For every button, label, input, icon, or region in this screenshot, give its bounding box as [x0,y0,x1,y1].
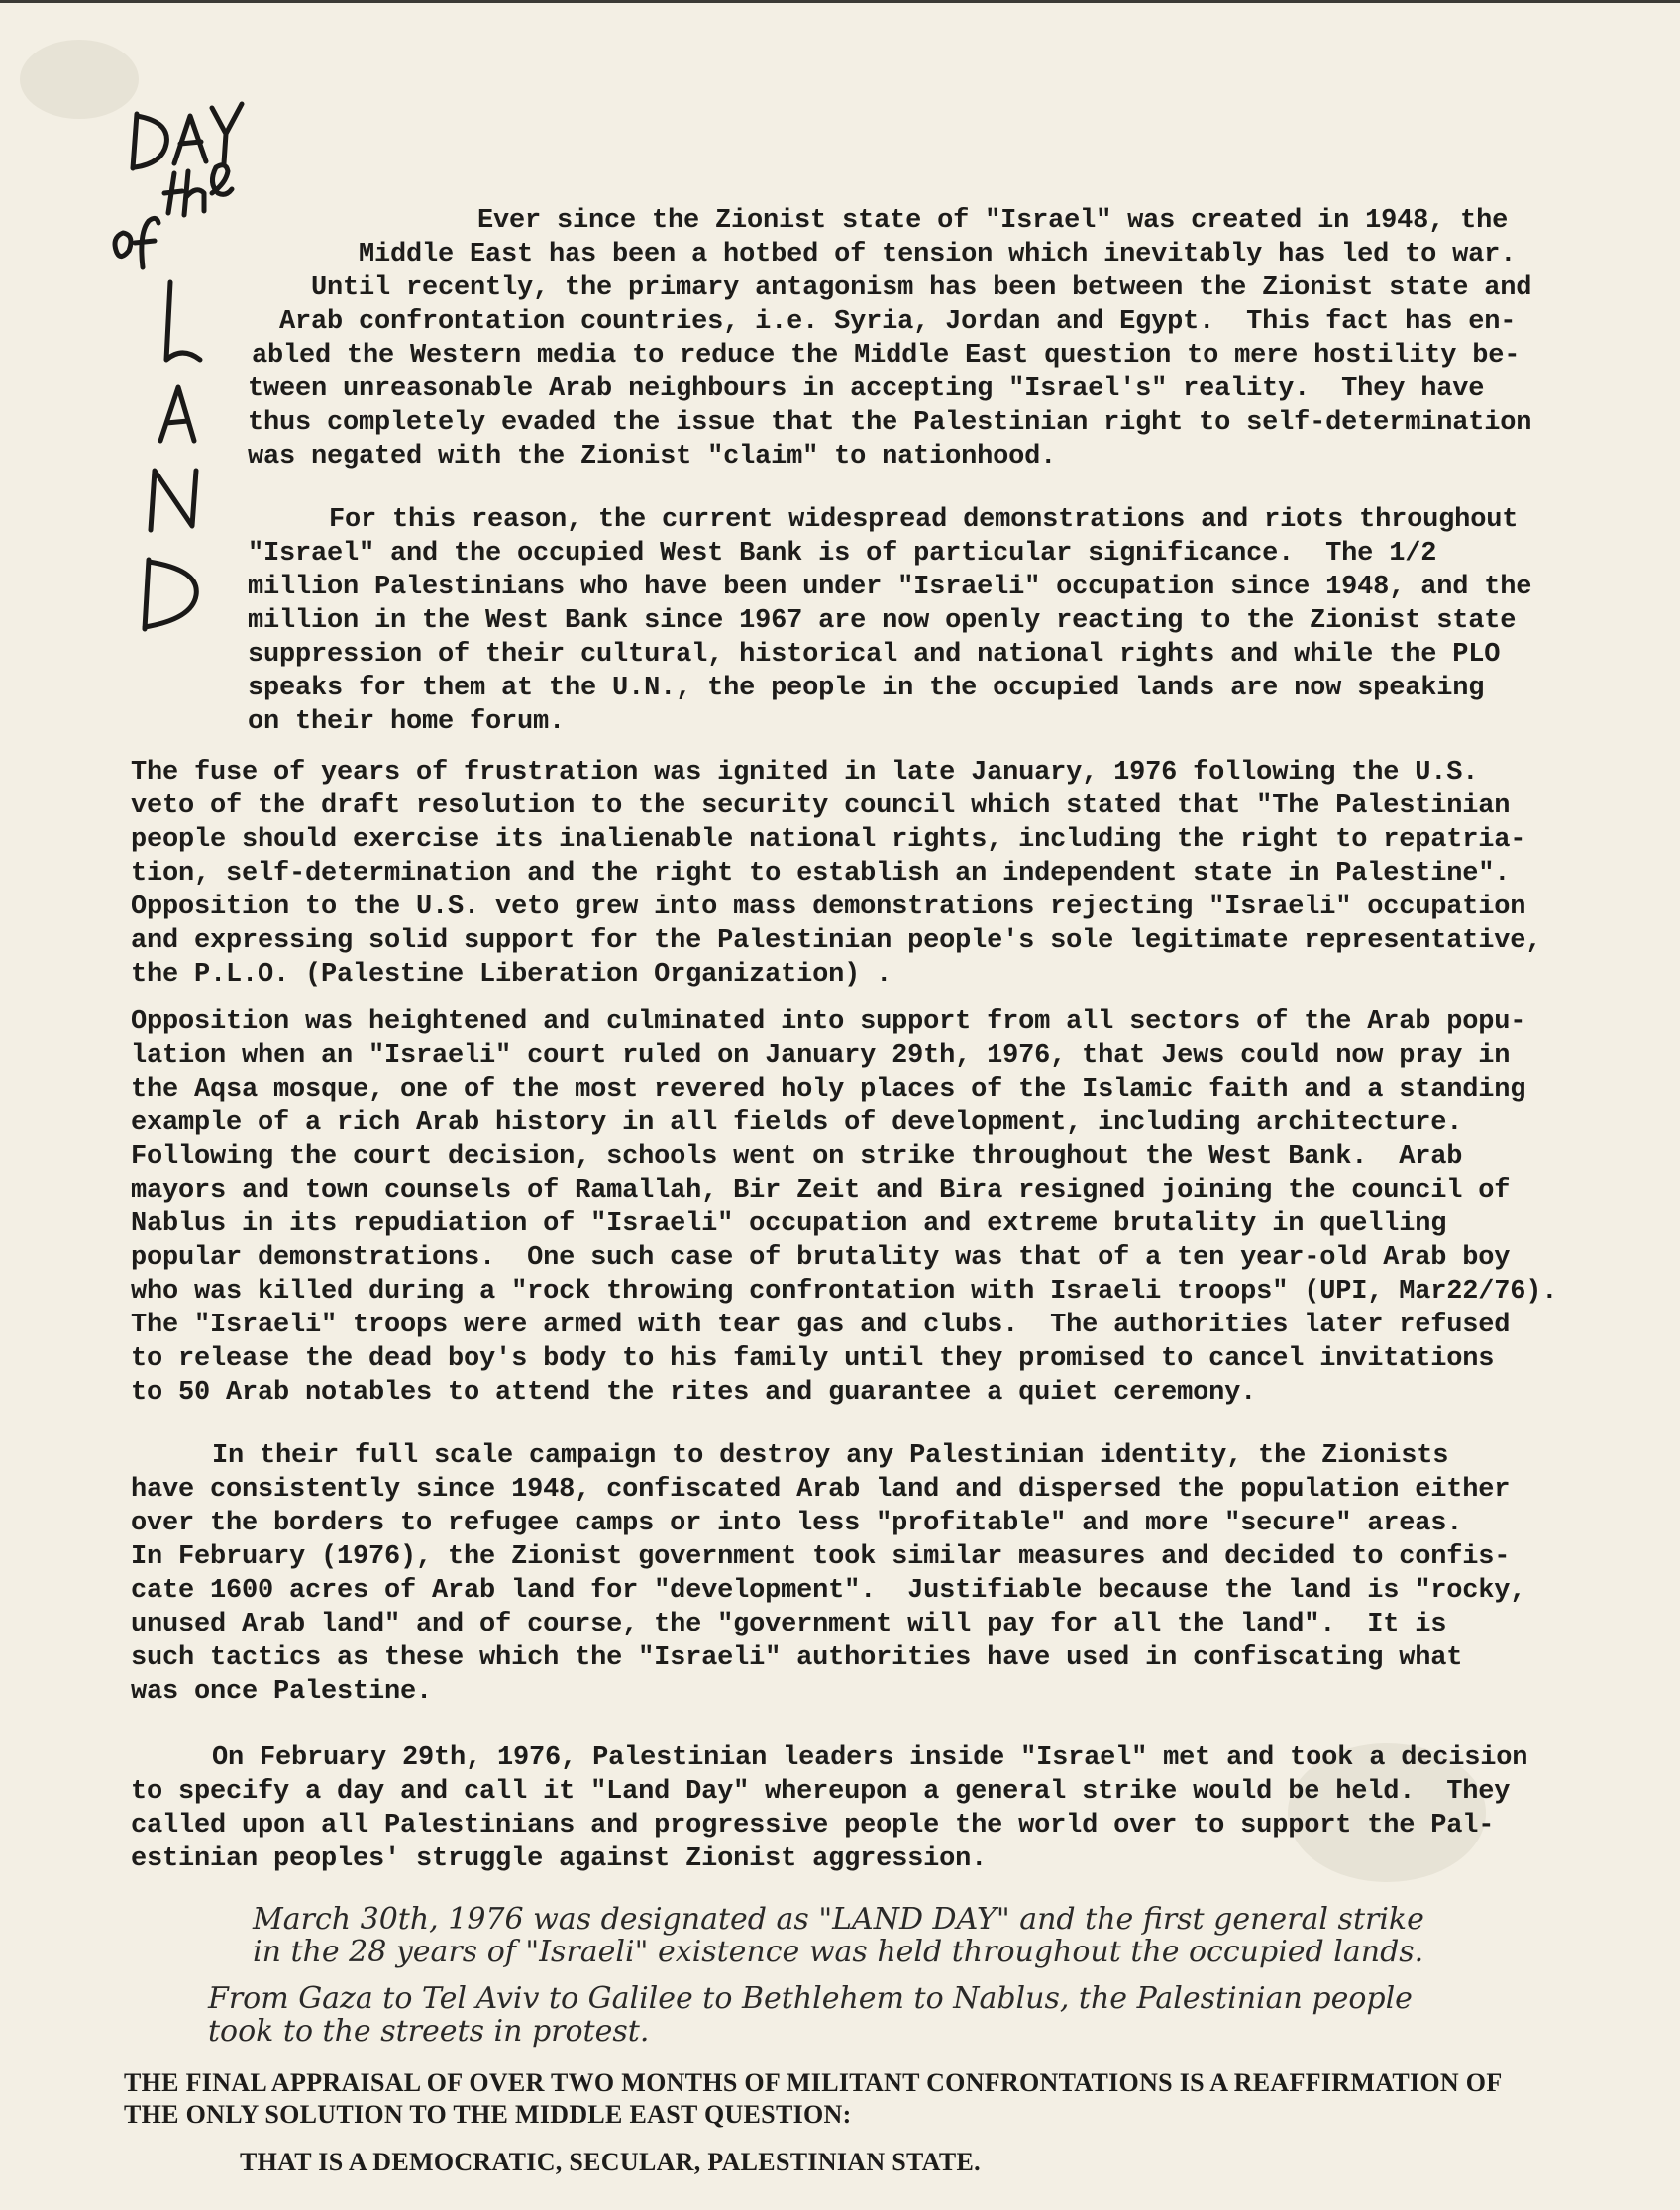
text-line: Middle East has been a hotbed of tension which inevitably has led to war. [359,240,1517,269]
text-line: In their full scale campaign to destroy any Palestinian identity, the Zionists [212,1441,1449,1471]
final-statement [240,2083,981,2210]
script-line: in the 28 years of "Israeli" existence was held throughout the occupied lands. [253,1935,1424,1969]
text-line: For this reason, the current widespread demonstrations and riots throughout [329,505,1519,535]
text-line: example of a rich Arab history in all fields of development, including architecture. [131,1108,1463,1138]
text-line: mayors and town counsels of Ramallah, Bir Zeit and Bira resigned joining the council of [131,1176,1511,1206]
script-line: March 30th, 1976 was designated as "LAND DAY" and the first general strike [253,1902,1424,1937]
text-line: tion, self-determination and the right to establish an independent state in Palestine". [131,859,1511,889]
text-line: veto of the draft resolution to the security council which stated that "The Palestinian [131,791,1511,821]
script-line: From Gaza to Tel Aviv to Galilee to Bethlehem to Nablus, the Palestinian people [208,1981,1413,2016]
text-line: speaks for them at the U.N., the people in the occupied lands are now speaking [248,674,1485,703]
text-line: abled the Western media to reduce the Middle East question to mere hostility be- [252,341,1521,370]
text-line: THAT IS A DEMOCRATIC, SECULAR, PALESTINIAN STATE. [240,2148,981,2176]
text-line: was negated with the Zionist "claim" to nationhood. [248,442,1057,472]
text-line: "Israel" and the occupied West Bank is of particular significance. The 1/2 [248,539,1437,569]
text-line: In February (1976), the Zionist government took similar measures and decided to confis- [131,1542,1511,1572]
text-line: thus completely evaded the issue that the Palestinian right to self-determination [248,408,1532,438]
text-line: unused Arab land" and of course, the "government will pay for all the land". It is [131,1610,1447,1639]
text-line: the Aqsa mosque, one of the most revered holy places of the Islamic faith and a standing [131,1075,1526,1105]
text-line: and expressing solid support for the Palestinian people's sole legitimate representative, [131,926,1542,956]
text-line: to specify a day and call it "Land Day" whereupon a general strike would be held. They [131,1777,1511,1807]
text-line: over the borders to refugee camps or into less "profitable" and more "secure" areas. [131,1509,1463,1538]
text-line: THE FINAL APPRAISAL OF OVER TWO MONTHS OF MILITANT CONFRONTATIONS IS A REAFFIRMATION OF [124,2068,1503,2097]
text-line: was once Palestine. [131,1677,433,1707]
text-line: Arab confrontation countries, i.e. Syria, Jordan and Egypt. This fact has en- [279,307,1517,337]
text-line: Following the court decision, schools went on strike throughout the West Bank. Arab [131,1142,1463,1172]
text-line: lation when an "Israeli" court ruled on January 29th, 1976, that Jews could now pray in [131,1041,1511,1071]
text-line: popular demonstrations. One such case of brutality was that of a ten year-old Arab boy [131,1243,1511,1273]
text-line: have consistently since 1948, confiscated Arab land and dispersed the population either [131,1475,1511,1505]
text-line: Ever since the Zionist state of "Israel" was created in 1948, the [477,206,1509,236]
text-line: The "Israeli" troops were armed with tear gas and clubs. The authorities later refused [131,1311,1511,1340]
text-line: Opposition was heightened and culminated into support from all sectors of the Arab popu- [131,1007,1526,1037]
text-line: who was killed during a "rock throwing confrontation with Israeli troops" (UPI, Mar22/76). [131,1277,1558,1307]
text-line: suppression of their cultural, historical and national rights and while the PLO [248,640,1501,670]
text-line: Opposition to the U.S. veto grew into mass demonstrations rejecting "Israeli" occupation [131,893,1526,922]
text-line: to 50 Arab notables to attend the rites and guarantee a quiet ceremony. [131,1378,1257,1408]
text-line: On February 29th, 1976, Palestinian leaders inside "Israel" met and took a decision [212,1743,1528,1773]
text-line: to release the dead boy's body to his family until they promised to cancel invitations [131,1344,1495,1374]
text-line: called upon all Palestinians and progressive people the world over to support the Pal- [131,1811,1495,1841]
text-line: million Palestinians who have been under "Israeli" occupation since 1948, and the [248,573,1532,602]
text-line: Until recently, the primary antagonism has been between the Zionist state and [311,273,1532,303]
page-top-edge [0,0,1680,3]
text-line: million in the West Bank since 1967 are now openly reacting to the Zionist state [248,606,1517,636]
script-line: took to the streets in protest. [208,2014,650,2049]
paragraph-opposition [131,938,1557,1443]
text-line: on their home forum. [248,707,566,737]
text-line: people should exercise its inalienable national rights, including the right to repatria- [131,825,1526,855]
text-line: THE ONLY SOLUTION TO THE MIDDLE EAST QUESTION: [124,2100,852,2129]
text-line: the P.L.O. (Palestine Liberation Organization) . [131,960,892,990]
text-line: cate 1600 acres of Arab land for "development". Justifiable because the land is "rocky, [131,1576,1526,1606]
text-line: tween unreasonable Arab neighbours in accepting "Israel's" reality. They have [248,374,1485,404]
text-line: Nablus in its repudiation of "Israeli" occupation and extreme brutality in quelling [131,1210,1447,1239]
text-line: estinian peoples' struggle against Zionist aggression. [131,1844,988,1874]
text-line: such tactics as these which the "Israeli" authorities have used in confiscating what [131,1643,1463,1673]
text-line: The fuse of years of frustration was ignited in late January, 1976 following the U.S. [131,758,1479,788]
